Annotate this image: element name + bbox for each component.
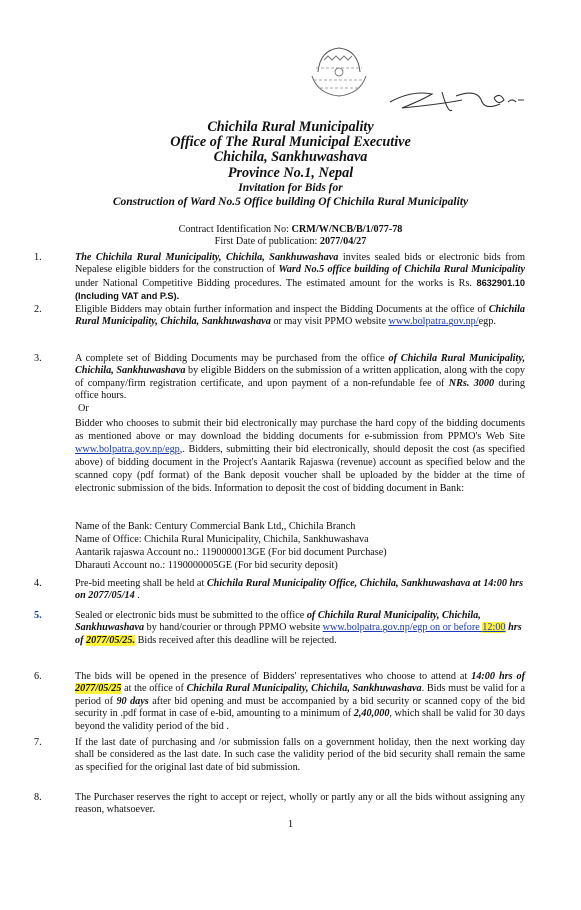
bank-office-name: Name of Office: Chichila Rural Municipality, Chichila, Sankhuwashava [75, 534, 369, 545]
submission-link[interactable]: www.bolpatra.gov.np/egp on or before [322, 622, 483, 634]
header-office: Office of The Rural Municipal Executive [170, 134, 411, 150]
page-number: 1 [287, 818, 294, 830]
item-number: 6. [34, 671, 42, 682]
item-number: 1. [34, 252, 42, 263]
contract-id: Contract Identification No: CRM/W/NCB/B/1/077-78 [178, 224, 403, 235]
ppmo-link[interactable]: www.bolpatra.gov.np/ [388, 316, 479, 328]
item-number: 5. [34, 610, 42, 621]
paragraph-7: If the last date of purchasing and /or submission falls on a government holiday, then the next working day shall be considered as the last date. In such case the validity period of the bid security shall remain the same as specified for the original last date of bid submission. [75, 737, 525, 773]
paragraph-3: A complete set of Bidding Documents may be purchased from the office of Chichila Rural Municipality, Chichila, Sankhuwashava by eligible Bidders on the submission of a written application, along with the copy of company/firm registration certificate, and upon payment of a non-refundable fee of NRs. 3000 during office hours. [75, 353, 526, 402]
header-municipality: Chichila Rural Municipality [207, 119, 374, 135]
deadline-date: 2077/05/25. [86, 634, 136, 646]
or-label: Or [78, 403, 89, 414]
header-province: Province No.1, Nepal [227, 165, 354, 181]
paragraph-2: Eligible Bidders may obtain further information and inspect the Bidding Documents at the office of Chichila Rural Municipality, Chichila, Sankhuwashava or may visit PPMO website www.bolpatra.gov.np/egp. [75, 304, 525, 328]
bank-name: Name of the Bank: Century Commercial Bank Ltd,, Chichila Branch [75, 521, 356, 532]
opening-date: 2077/05/25 [75, 683, 122, 695]
paragraph-4: Pre-bid meeting shall be held at Chichila Rural Municipality Office, Chichila, Sankhuwashava at 14:00 hrs on 2077/05/14 . [75, 578, 524, 602]
header-location: Chichila, Sankhuwashava [213, 149, 368, 165]
paragraph-6: The bids will be opened in the presence of Bidders' representatives who choose to attend at 14:00 hrs of 2077/05/25 at the office of Chichila Rural Municipality, Chichila, Sankhuwashava. Bids must be valid for a period of 90 days after bid opening and must be accompanied by a bid security or scanned copy of the bid security in .pdf format in case of e-bid, amounting to a minimum of 2,40,000, which shall be valid for 30 days beyond the validity period of the bid . [75, 671, 525, 732]
official-seal-stamp [298, 42, 380, 100]
publication-date: First Date of publication: 2077/04/27 [214, 236, 367, 247]
item-number: 2. [34, 304, 42, 315]
item-number: 7. [34, 737, 42, 748]
paragraph-1: The Chichila Rural Municipality, Chichila, Sankhuwashava invites sealed bids or electronic bids from Nepalese eligible bidders for the construction of Ward No.5 office building of Chichila Rural Municipality under National Competitive Bidding procedures. The estimated amount for the works is Rs. 8632901.10 (Including VAT and P.S). [75, 252, 526, 302]
item-number: 4. [34, 578, 42, 589]
paragraph-3-electronic: Bidder who chooses to submit their bid electronically may purchase the hard copy of the bidding documents as mentioned above or may download the bidding documents for e-submission from PPMO's Web Site www.bolpatra.gov.np/egp,. Bidders, submitting their bid electronically, should deposit the cost (as specified above) of bidding document in the Project's Aantarik Rajaswa (revenue) account as specified below and the scanned copy (pdf format) of the Bank deposit voucher shall be uploaded by the bidder at the time of electronic submission of the bids. Information to deposit the cost of bidding document in Bank: [75, 418, 525, 494]
paragraph-5: Sealed or electronic bids must be submitted to the office of Chichila Rural Municipality, Chichila, Sankhuwashava by hand/courier or through PPMO website www.bolpatra.gov.np/egp on or before 12:00 hrs of 2077/05/25. Bids received after this deadline will be rejected. [75, 610, 522, 646]
header-invitation: Invitation for Bids for [238, 182, 343, 194]
ppmo-egp-link[interactable]: www.bolpatra.gov.np/egp [75, 443, 180, 455]
bank-security-account: Dharauti Account no.: 1190000005GE (For bid security deposit) [75, 560, 338, 571]
deadline-time: 12:00 [482, 622, 506, 634]
header-project: Construction of Ward No.5 Office building Of Chichila Rural Municipality [112, 196, 469, 208]
item-number: 3. [34, 353, 42, 364]
item-number: 8. [34, 792, 42, 803]
signature [382, 84, 532, 118]
bank-revenue-account: Aantarik rajaswa Account no.: 1190000013GE (For bid document Purchase) [75, 547, 387, 558]
paragraph-8: The Purchaser reserves the right to accept or reject, wholly or partly any or all the bids without assigning any reason, whatsoever. [75, 792, 525, 816]
